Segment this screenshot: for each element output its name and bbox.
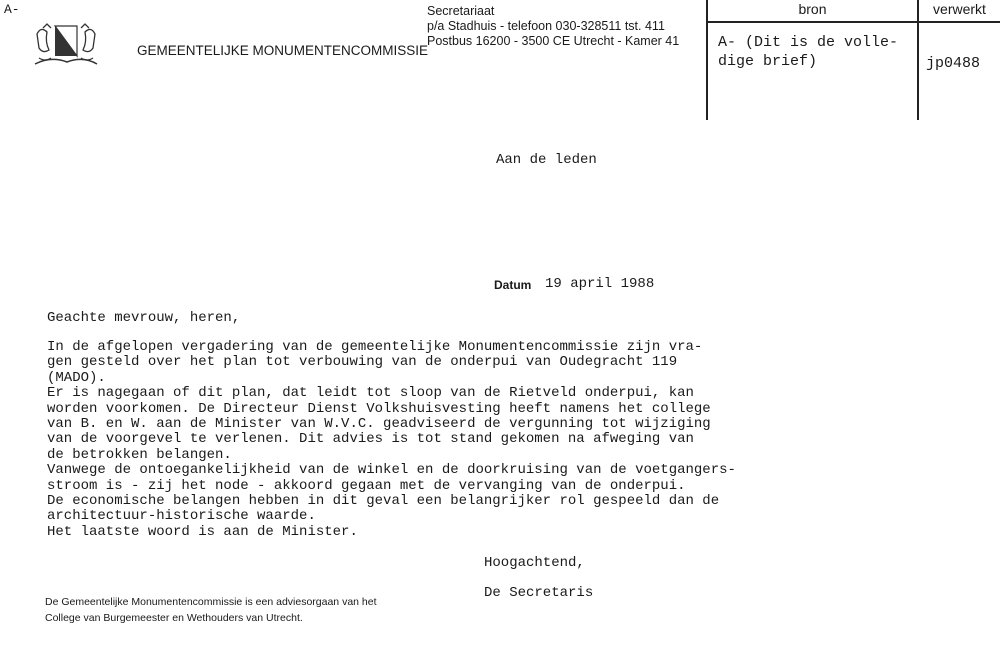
body-line: Er is nagegaan of dit plan, dat leidt tot sloop van de Rietveld onderpui, kan	[47, 385, 694, 402]
body-line: de betrokken belangen.	[47, 446, 232, 463]
body-line: stroom is - zij het node - akkoord gegaan met de vervanging van de onderpui.	[47, 477, 686, 494]
stamp-verwerkt-value: jp0488	[926, 55, 981, 72]
body-line: worden voorkomen. De Directeur Dienst Volkshuisvesting heeft namens het college	[47, 400, 711, 417]
closing: Hoogachtend,	[484, 555, 585, 571]
body-line: Vanwege de ontoegankelijkheid van de winkel en de doorkruising van de voetgangers-	[47, 462, 736, 479]
stamp-bron-line: dige brief)	[718, 53, 818, 70]
organization-name: GEMEENTELIJKE MONUMENTENCOMMISSIE	[137, 43, 429, 58]
stamp-bron-line: A- (Dit is de volle-	[718, 34, 899, 51]
date-label: Datum	[494, 278, 532, 292]
body-line: De economische belangen hebben in dit geval een belangrijker rol gespeeld dan de	[47, 492, 720, 509]
address-line: Postbus 16200 - 3500 CE Utrecht - Kamer 41	[427, 34, 680, 48]
footer-line: College van Burgemeester en Wethouders van Utrecht.	[45, 612, 303, 624]
signatory: De Secretaris	[484, 585, 594, 601]
body-line: van B. en W. aan de Minister van W.V.C. geadviseerd de vergunning tot wijziging	[47, 415, 711, 432]
letter-body	[47, 340, 736, 540]
body-line: (MADO).	[47, 369, 106, 386]
body-line: In de afgelopen vergadering van de gemeentelijke Monumentencommissie zijn vra-	[47, 339, 703, 355]
footer-note	[45, 594, 377, 626]
recipient: Aan de leden	[496, 152, 597, 168]
date-value: 19 april 1988	[545, 276, 655, 292]
address-line: p/a Stadhuis - telefoon 030-328511 tst. 411	[427, 19, 665, 33]
stamp-bron-value	[718, 33, 898, 71]
letterhead-address	[427, 4, 679, 49]
body-line: Het laatste woord is aan de Minister.	[47, 523, 358, 540]
stamp-header-verwerkt: verwerkt	[933, 1, 986, 17]
coat-of-arms-logo	[33, 22, 99, 68]
address-line: Secretariaat	[427, 4, 495, 18]
stamp-header-bron: bron	[798, 1, 827, 17]
salutation: Geachte mevrouw, heren,	[47, 310, 241, 326]
body-line: architectuur-historische waarde.	[47, 508, 316, 525]
body-line: gen gesteld over het plan tot verbouwing van de onderpui van Oudegracht 119	[47, 354, 678, 371]
footer-line: De Gemeentelijke Monumentencommissie is een adviesorgaan van het	[45, 596, 377, 608]
corner-mark: A-	[4, 2, 20, 17]
body-line: van de voorgevel te verlenen. Dit advies is tot stand gekomen na afweging van	[47, 431, 694, 448]
